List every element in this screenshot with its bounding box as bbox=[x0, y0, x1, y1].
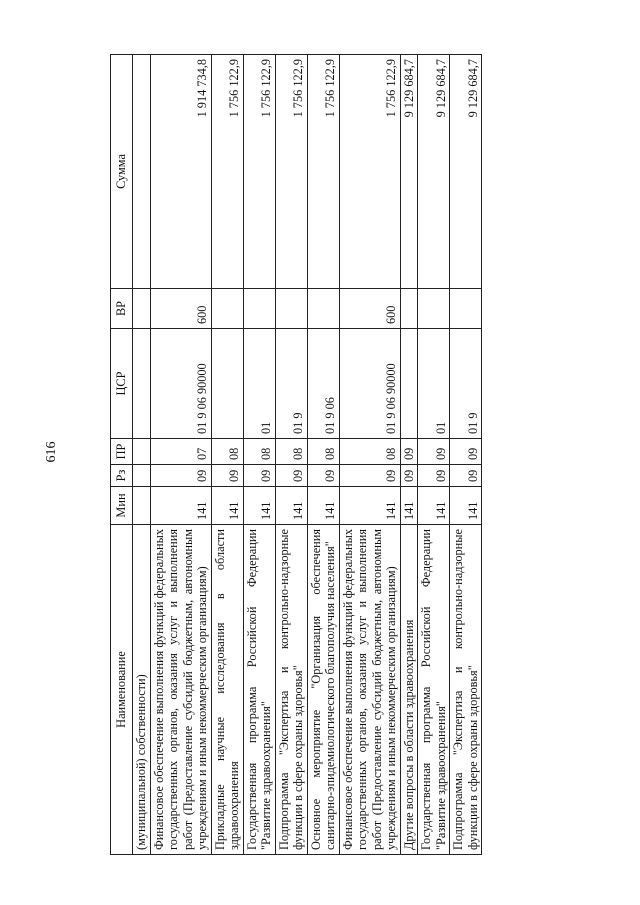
row-vr bbox=[418, 289, 450, 329]
row-vr: 600 bbox=[339, 289, 400, 329]
header-sum: Сумма bbox=[111, 55, 133, 289]
row-pr: 08 bbox=[243, 439, 275, 465]
row-csr: 01 9 06 90000 bbox=[339, 329, 400, 439]
row-name: Финансовое обеспечение выполнения функций федеральных государственных органов, оказания услуг и выполнения работ (Предоставление субсидий бюджетным, автономным учреждениям и иным некоммерческим организациям) bbox=[150, 525, 211, 855]
table-row bbox=[339, 55, 400, 855]
row-sum: 1 756 122,9 bbox=[275, 55, 307, 289]
row-pr: 09 bbox=[450, 439, 482, 465]
row-csr: 01 9 bbox=[450, 329, 482, 439]
row-rz: 09 bbox=[307, 465, 339, 487]
table-row bbox=[133, 55, 151, 855]
row-vr bbox=[133, 289, 151, 329]
row-sum: 9 129 684,7 bbox=[400, 55, 418, 289]
row-rz: 09 bbox=[275, 465, 307, 487]
row-min bbox=[133, 487, 151, 525]
row-name: Прикладные научные исследования в области здравоохранения bbox=[211, 525, 243, 855]
row-csr: 01 bbox=[418, 329, 450, 439]
row-vr bbox=[400, 289, 418, 329]
row-sum: 1 914 734,8 bbox=[150, 55, 211, 289]
row-min: 141 bbox=[211, 487, 243, 525]
row-name: Финансовое обеспечение выполнения функций федеральных государственных органов, оказания услуг и выполнения работ (Предоставление субсидий бюджетным, автономным учреждениям и иным некоммерческим организациям) bbox=[339, 525, 400, 855]
row-vr bbox=[450, 289, 482, 329]
row-name: Другие вопросы в области здравоохранения bbox=[400, 525, 418, 855]
row-rz bbox=[133, 465, 151, 487]
table-row bbox=[400, 55, 418, 855]
row-min: 141 bbox=[307, 487, 339, 525]
row-min: 141 bbox=[150, 487, 211, 525]
row-sum bbox=[133, 55, 151, 289]
row-csr: 01 9 06 90000 bbox=[150, 329, 211, 439]
row-name: Государственная программа Российской Федерации "Развитие здравоохранения" bbox=[243, 525, 275, 855]
table-header-row bbox=[111, 55, 133, 855]
row-sum: 9 129 684,7 bbox=[418, 55, 450, 289]
row-min: 141 bbox=[400, 487, 418, 525]
row-csr bbox=[211, 329, 243, 439]
row-min: 141 bbox=[450, 487, 482, 525]
row-sum: 1 756 122,9 bbox=[243, 55, 275, 289]
row-rz: 09 bbox=[339, 465, 400, 487]
row-csr bbox=[400, 329, 418, 439]
row-csr: 01 9 06 bbox=[307, 329, 339, 439]
header-vr: ВР bbox=[111, 289, 133, 329]
row-name: Государственная программа Российской Федерации "Развитие здравоохранения" bbox=[418, 525, 450, 855]
header-csr: ЦСР bbox=[111, 329, 133, 439]
table-row bbox=[243, 55, 275, 855]
row-sum: 9 129 684,7 bbox=[450, 55, 482, 289]
row-min: 141 bbox=[275, 487, 307, 525]
row-sum: 1 756 122,9 bbox=[339, 55, 400, 289]
row-csr: 01 bbox=[243, 329, 275, 439]
row-pr: 08 bbox=[307, 439, 339, 465]
table-row bbox=[307, 55, 339, 855]
row-name: Подпрограмма "Экспертиза и контрольно-надзорные функции в сфере охраны здоровья" bbox=[450, 525, 482, 855]
table-row bbox=[211, 55, 243, 855]
row-min: 141 bbox=[243, 487, 275, 525]
row-pr: 08 bbox=[339, 439, 400, 465]
budget-table bbox=[110, 54, 482, 855]
row-vr bbox=[211, 289, 243, 329]
row-name: Основное мероприятие "Организация обеспечения санитарно-эпидемиологического благополучия населения" bbox=[307, 525, 339, 855]
row-pr: 07 bbox=[150, 439, 211, 465]
row-rz: 09 bbox=[400, 465, 418, 487]
table-row bbox=[150, 55, 211, 855]
header-min: Мин bbox=[111, 487, 133, 525]
row-vr bbox=[307, 289, 339, 329]
row-name: Подпрограмма "Экспертиза и контрольно-надзорные функции в сфере охраны здоровья" bbox=[275, 525, 307, 855]
row-vr bbox=[243, 289, 275, 329]
row-csr: 01 9 bbox=[275, 329, 307, 439]
row-sum: 1 756 122,9 bbox=[307, 55, 339, 289]
row-vr: 600 bbox=[150, 289, 211, 329]
row-pr bbox=[133, 439, 151, 465]
row-rz: 09 bbox=[418, 465, 450, 487]
row-min: 141 bbox=[418, 487, 450, 525]
row-name: (муниципальной) собственности) bbox=[133, 525, 151, 855]
row-sum: 1 756 122,9 bbox=[211, 55, 243, 289]
row-pr: 08 bbox=[211, 439, 243, 465]
header-rz: Рз bbox=[111, 465, 133, 487]
row-pr: 09 bbox=[418, 439, 450, 465]
table-row bbox=[275, 55, 307, 855]
row-rz: 09 bbox=[243, 465, 275, 487]
header-name: Наименование bbox=[111, 525, 133, 855]
row-rz: 09 bbox=[450, 465, 482, 487]
row-min: 141 bbox=[339, 487, 400, 525]
row-rz: 09 bbox=[211, 465, 243, 487]
row-pr: 08 bbox=[275, 439, 307, 465]
table-row bbox=[418, 55, 450, 855]
row-vr bbox=[275, 289, 307, 329]
table-row bbox=[450, 55, 482, 855]
header-pr: ПР bbox=[111, 439, 133, 465]
row-csr bbox=[133, 329, 151, 439]
row-pr: 09 bbox=[400, 439, 418, 465]
row-rz: 09 bbox=[150, 465, 211, 487]
rotated-table-wrapper bbox=[110, 55, 620, 855]
page-number: 616 bbox=[44, 441, 59, 463]
